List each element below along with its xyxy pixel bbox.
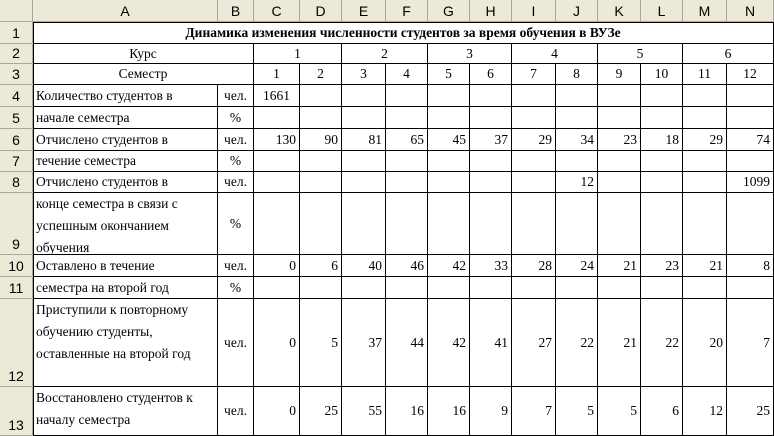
label-cell-r6[interactable]: Отчислено студентов в [33,129,218,151]
column-header-c[interactable]: C [254,0,300,22]
value-cell-j8[interactable]: 12 [556,172,598,193]
value-cell-m5[interactable] [683,107,727,129]
value-cell-m6[interactable]: 29 [683,129,727,151]
value-cell-d4[interactable] [300,85,342,107]
unit-cell-row-12[interactable]: чел. [218,299,254,387]
label-cell-r9[interactable]: конце семестра в связи с успешным окончанием обучения [33,193,218,255]
value-cell-g5[interactable] [428,107,470,129]
value-cell-h12[interactable]: 41 [470,299,512,387]
value-cell-i10[interactable]: 28 [512,255,556,277]
course-cell-5[interactable]: 5 [598,44,683,64]
semester-cell-1[interactable]: 1 [254,64,300,85]
value-cell-c12[interactable]: 0 [254,299,300,387]
value-cell-c11[interactable] [254,277,300,299]
row-header-2[interactable]: 2 [0,44,33,64]
semester-cell-11[interactable]: 11 [683,64,727,85]
value-cell-g4[interactable] [428,85,470,107]
semester-cell-6[interactable]: 6 [470,64,512,85]
value-cell-n6[interactable]: 74 [727,129,774,151]
value-cell-g13[interactable]: 16 [428,387,470,436]
value-cell-k11[interactable] [598,277,641,299]
value-cell-i11[interactable] [512,277,556,299]
column-header-b[interactable]: B [218,0,254,22]
value-cell-l7[interactable] [641,151,683,172]
value-cell-l4[interactable] [641,85,683,107]
row-header-1[interactable]: 1 [0,22,33,44]
value-cell-j6[interactable]: 34 [556,129,598,151]
value-cell-k10[interactable]: 21 [598,255,641,277]
value-cell-h5[interactable] [470,107,512,129]
column-header-d[interactable]: D [300,0,342,22]
semester-cell-12[interactable]: 12 [727,64,774,85]
value-cell-n9[interactable] [727,193,774,255]
row-header-4[interactable]: 4 [0,85,33,107]
value-cell-m4[interactable] [683,85,727,107]
label-cell-r13[interactable]: Восстановлено студентов к началу семестра [33,387,218,436]
value-cell-d13[interactable]: 25 [300,387,342,436]
value-cell-i9[interactable] [512,193,556,255]
value-cell-g10[interactable]: 42 [428,255,470,277]
column-header-a[interactable]: A [33,0,218,22]
value-cell-e12[interactable]: 37 [342,299,386,387]
value-cell-h10[interactable]: 33 [470,255,512,277]
sheet-title-cell[interactable]: Динамика изменения численности студентов за время обучения в ВУЗе [33,22,774,44]
course-cell-4[interactable]: 4 [512,44,598,64]
value-cell-l13[interactable]: 6 [641,387,683,436]
value-cell-e8[interactable] [342,172,386,193]
value-cell-d12[interactable]: 5 [300,299,342,387]
unit-cell-row-6[interactable]: чел. [218,129,254,151]
value-cell-i4[interactable] [512,85,556,107]
semester-cell-10[interactable]: 10 [641,64,683,85]
row-header-11[interactable]: 11 [0,277,33,299]
value-cell-m13[interactable]: 12 [683,387,727,436]
unit-cell-row-10[interactable]: чел. [218,255,254,277]
value-cell-h6[interactable]: 37 [470,129,512,151]
value-cell-d7[interactable] [300,151,342,172]
value-cell-k13[interactable]: 5 [598,387,641,436]
value-cell-d5[interactable] [300,107,342,129]
value-cell-j12[interactable]: 22 [556,299,598,387]
value-cell-h8[interactable] [470,172,512,193]
value-cell-e7[interactable] [342,151,386,172]
value-cell-j4[interactable] [556,85,598,107]
column-header-l[interactable]: L [641,0,683,22]
value-cell-n8[interactable]: 1099 [727,172,774,193]
value-cell-k4[interactable] [598,85,641,107]
unit-cell-row-8[interactable]: чел. [218,172,254,193]
value-cell-n13[interactable]: 25 [727,387,774,436]
column-header-h[interactable]: H [470,0,512,22]
semester-cell-2[interactable]: 2 [300,64,342,85]
value-cell-c7[interactable] [254,151,300,172]
value-cell-n12[interactable]: 7 [727,299,774,387]
row-header-13[interactable]: 13 [0,387,33,436]
value-cell-k9[interactable] [598,193,641,255]
label-cell-r7[interactable]: течение семестра [33,151,218,172]
row-header-12[interactable]: 12 [0,299,33,387]
value-cell-f9[interactable] [386,193,428,255]
select-all-corner[interactable] [0,0,33,22]
course-cell-2[interactable]: 2 [342,44,428,64]
value-cell-e13[interactable]: 55 [342,387,386,436]
value-cell-c4[interactable]: 1661 [254,85,300,107]
value-cell-j7[interactable] [556,151,598,172]
semester-cell-4[interactable]: 4 [386,64,428,85]
value-cell-f7[interactable] [386,151,428,172]
value-cell-d10[interactable]: 6 [300,255,342,277]
value-cell-l5[interactable] [641,107,683,129]
value-cell-n11[interactable] [727,277,774,299]
value-cell-e4[interactable] [342,85,386,107]
column-header-i[interactable]: I [512,0,556,22]
semester-cell-9[interactable]: 9 [598,64,641,85]
value-cell-g9[interactable] [428,193,470,255]
value-cell-j10[interactable]: 24 [556,255,598,277]
label-cell-r8[interactable]: Отчислено студентов в [33,172,218,193]
value-cell-j5[interactable] [556,107,598,129]
column-header-m[interactable]: M [683,0,727,22]
value-cell-m8[interactable] [683,172,727,193]
label-cell-r5[interactable]: начале семестра [33,107,218,129]
value-cell-e11[interactable] [342,277,386,299]
value-cell-j11[interactable] [556,277,598,299]
value-cell-i5[interactable] [512,107,556,129]
value-cell-h7[interactable] [470,151,512,172]
label-cell-r10[interactable]: Оставлено в течение [33,255,218,277]
value-cell-i7[interactable] [512,151,556,172]
unit-cell-row-9[interactable]: % [218,193,254,255]
value-cell-f6[interactable]: 65 [386,129,428,151]
value-cell-m11[interactable] [683,277,727,299]
course-cell-6[interactable]: 6 [683,44,774,64]
value-cell-i12[interactable]: 27 [512,299,556,387]
value-cell-j9[interactable] [556,193,598,255]
course-label-cell[interactable]: Курс [33,44,254,64]
column-header-g[interactable]: G [428,0,470,22]
column-header-e[interactable]: E [342,0,386,22]
unit-cell-row-7[interactable]: % [218,151,254,172]
value-cell-c9[interactable] [254,193,300,255]
row-header-5[interactable]: 5 [0,107,33,129]
column-header-f[interactable]: F [386,0,428,22]
value-cell-n10[interactable]: 8 [727,255,774,277]
value-cell-g8[interactable] [428,172,470,193]
semester-cell-5[interactable]: 5 [428,64,470,85]
value-cell-m7[interactable] [683,151,727,172]
value-cell-k6[interactable]: 23 [598,129,641,151]
row-header-8[interactable]: 8 [0,172,33,193]
course-cell-1[interactable]: 1 [254,44,342,64]
value-cell-j13[interactable]: 5 [556,387,598,436]
value-cell-f5[interactable] [386,107,428,129]
value-cell-f13[interactable]: 16 [386,387,428,436]
value-cell-n7[interactable] [727,151,774,172]
value-cell-l9[interactable] [641,193,683,255]
value-cell-n5[interactable] [727,107,774,129]
value-cell-k12[interactable]: 21 [598,299,641,387]
value-cell-m9[interactable] [683,193,727,255]
value-cell-l11[interactable] [641,277,683,299]
value-cell-g12[interactable]: 42 [428,299,470,387]
value-cell-d11[interactable] [300,277,342,299]
row-header-7[interactable]: 7 [0,151,33,172]
unit-cell-row-4[interactable]: чел. [218,85,254,107]
value-cell-n4[interactable] [727,85,774,107]
value-cell-c6[interactable]: 130 [254,129,300,151]
column-header-k[interactable]: K [598,0,641,22]
unit-cell-row-13[interactable]: чел. [218,387,254,436]
value-cell-c5[interactable] [254,107,300,129]
value-cell-e6[interactable]: 81 [342,129,386,151]
value-cell-h13[interactable]: 9 [470,387,512,436]
value-cell-f11[interactable] [386,277,428,299]
value-cell-g7[interactable] [428,151,470,172]
value-cell-g6[interactable]: 45 [428,129,470,151]
row-header-3[interactable]: 3 [0,64,33,85]
column-header-n[interactable]: N [727,0,774,22]
value-cell-m10[interactable]: 21 [683,255,727,277]
semester-cell-3[interactable]: 3 [342,64,386,85]
value-cell-k7[interactable] [598,151,641,172]
value-cell-f10[interactable]: 46 [386,255,428,277]
semester-label-cell[interactable]: Семестр [33,64,254,85]
value-cell-f8[interactable] [386,172,428,193]
value-cell-k5[interactable] [598,107,641,129]
value-cell-l6[interactable]: 18 [641,129,683,151]
value-cell-c8[interactable] [254,172,300,193]
semester-cell-8[interactable]: 8 [556,64,598,85]
semester-cell-7[interactable]: 7 [512,64,556,85]
value-cell-e9[interactable] [342,193,386,255]
value-cell-l10[interactable]: 23 [641,255,683,277]
value-cell-l12[interactable]: 22 [641,299,683,387]
value-cell-i13[interactable]: 7 [512,387,556,436]
value-cell-d6[interactable]: 90 [300,129,342,151]
value-cell-h4[interactable] [470,85,512,107]
value-cell-c13[interactable]: 0 [254,387,300,436]
row-header-10[interactable]: 10 [0,255,33,277]
value-cell-c10[interactable]: 0 [254,255,300,277]
row-header-9[interactable]: 9 [0,193,33,255]
value-cell-h11[interactable] [470,277,512,299]
value-cell-i8[interactable] [512,172,556,193]
value-cell-d8[interactable] [300,172,342,193]
value-cell-e10[interactable]: 40 [342,255,386,277]
row-header-6[interactable]: 6 [0,129,33,151]
value-cell-m12[interactable]: 20 [683,299,727,387]
value-cell-h9[interactable] [470,193,512,255]
label-cell-r12[interactable]: Приступили к повторному обучению студенты, оставленные на второй год [33,299,218,387]
value-cell-g11[interactable] [428,277,470,299]
label-cell-r11[interactable]: семестра на второй год [33,277,218,299]
unit-cell-row-5[interactable]: % [218,107,254,129]
value-cell-k8[interactable] [598,172,641,193]
value-cell-f4[interactable] [386,85,428,107]
value-cell-e5[interactable] [342,107,386,129]
label-cell-r4[interactable]: Количество студентов в [33,85,218,107]
course-cell-3[interactable]: 3 [428,44,512,64]
column-header-j[interactable]: J [556,0,598,22]
value-cell-i6[interactable]: 29 [512,129,556,151]
unit-cell-row-11[interactable]: % [218,277,254,299]
value-cell-l8[interactable] [641,172,683,193]
value-cell-f12[interactable]: 44 [386,299,428,387]
value-cell-d9[interactable] [300,193,342,255]
